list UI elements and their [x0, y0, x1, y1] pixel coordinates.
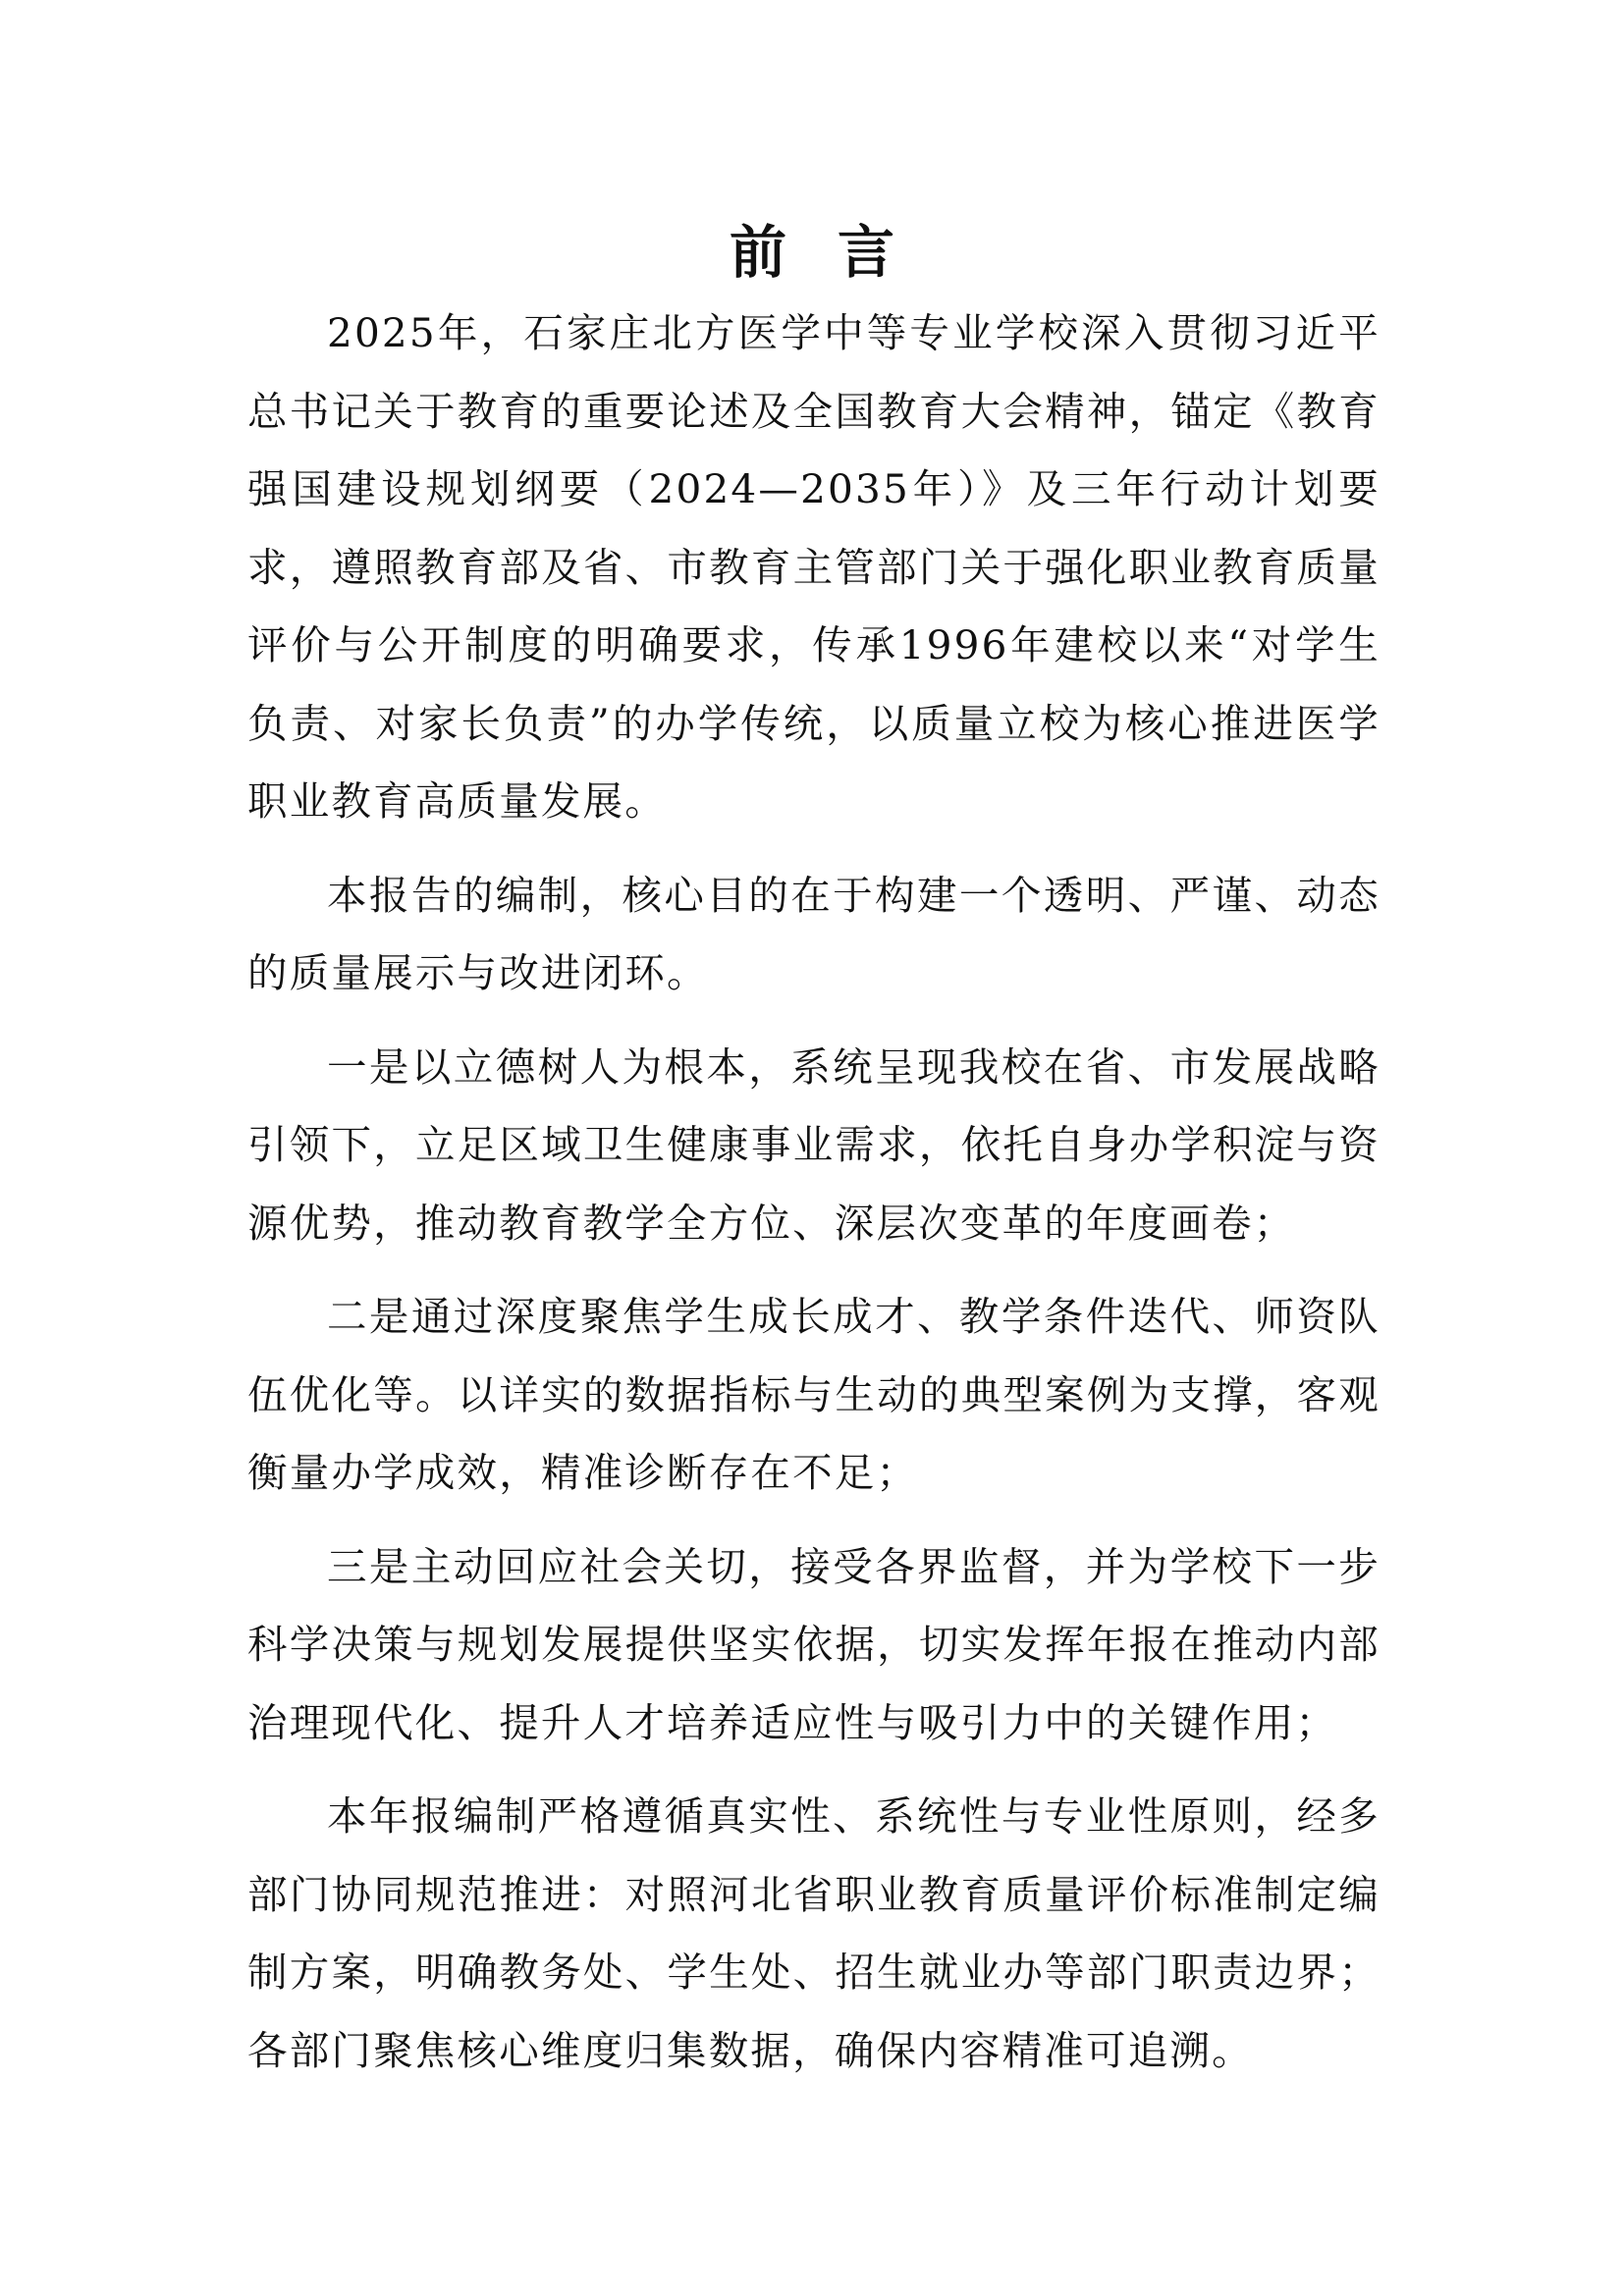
paragraph-methodology: 本年报编制严格遵循真实性、系统性与专业性原则，经多部门协同规范推进：对照河北省职业教育质量评价标准制定编制方案，明确教务处、学生处、招生就业办等部门职责边界；各部门聚焦核心维度归集数据，确保内容精准可追溯。	[247, 1792, 1380, 2074]
page-title: 前言	[729, 219, 946, 286]
paragraph-intro: 2025年，石家庄北方医学中等专业学校深入贯彻习近平总书记关于教育的重要论述及全国教育大会精神，锚定《教育强国建设规划纲要（2024—2035年）》及三年行动计划要求，遵照教育部及省、市教育主管部门关于强化职业教育质量评价与公开制度的明确要求，传承1996年建校以来“对学生负责、对家长负责”的办学传统，以质量立校为核心推进医学职业教育高质量发展。	[247, 309, 1380, 825]
paragraph-point-three: 三是主动回应社会关切，接受各界监督，并为学校下一步科学决策与规划发展提供坚实依据，切实发挥年报在推动内部治理现代化、提升人才培养适应性与吸引力中的关键作用；	[247, 1542, 1380, 1746]
paragraph-purpose: 本报告的编制，核心目的在于构建一个透明、严谨、动态的质量展示与改进闭环。	[247, 871, 1380, 996]
body-text	[247, 294, 1380, 2106]
paragraph-point-one: 一是以立德树人为根本，系统呈现我校在省、市发展战略引领下，立足区域卫生健康事业需求，依托自身办学积淀与资源优势，推动教育教学全方位、深层次变革的年度画卷；	[247, 1042, 1380, 1247]
paragraph-point-two: 二是通过深度聚焦学生成长成才、教学条件迭代、师资队伍优化等。以详实的数据指标与生动的典型案例为支撑，客观衡量办学成效，精准诊断存在不足；	[247, 1293, 1380, 1496]
